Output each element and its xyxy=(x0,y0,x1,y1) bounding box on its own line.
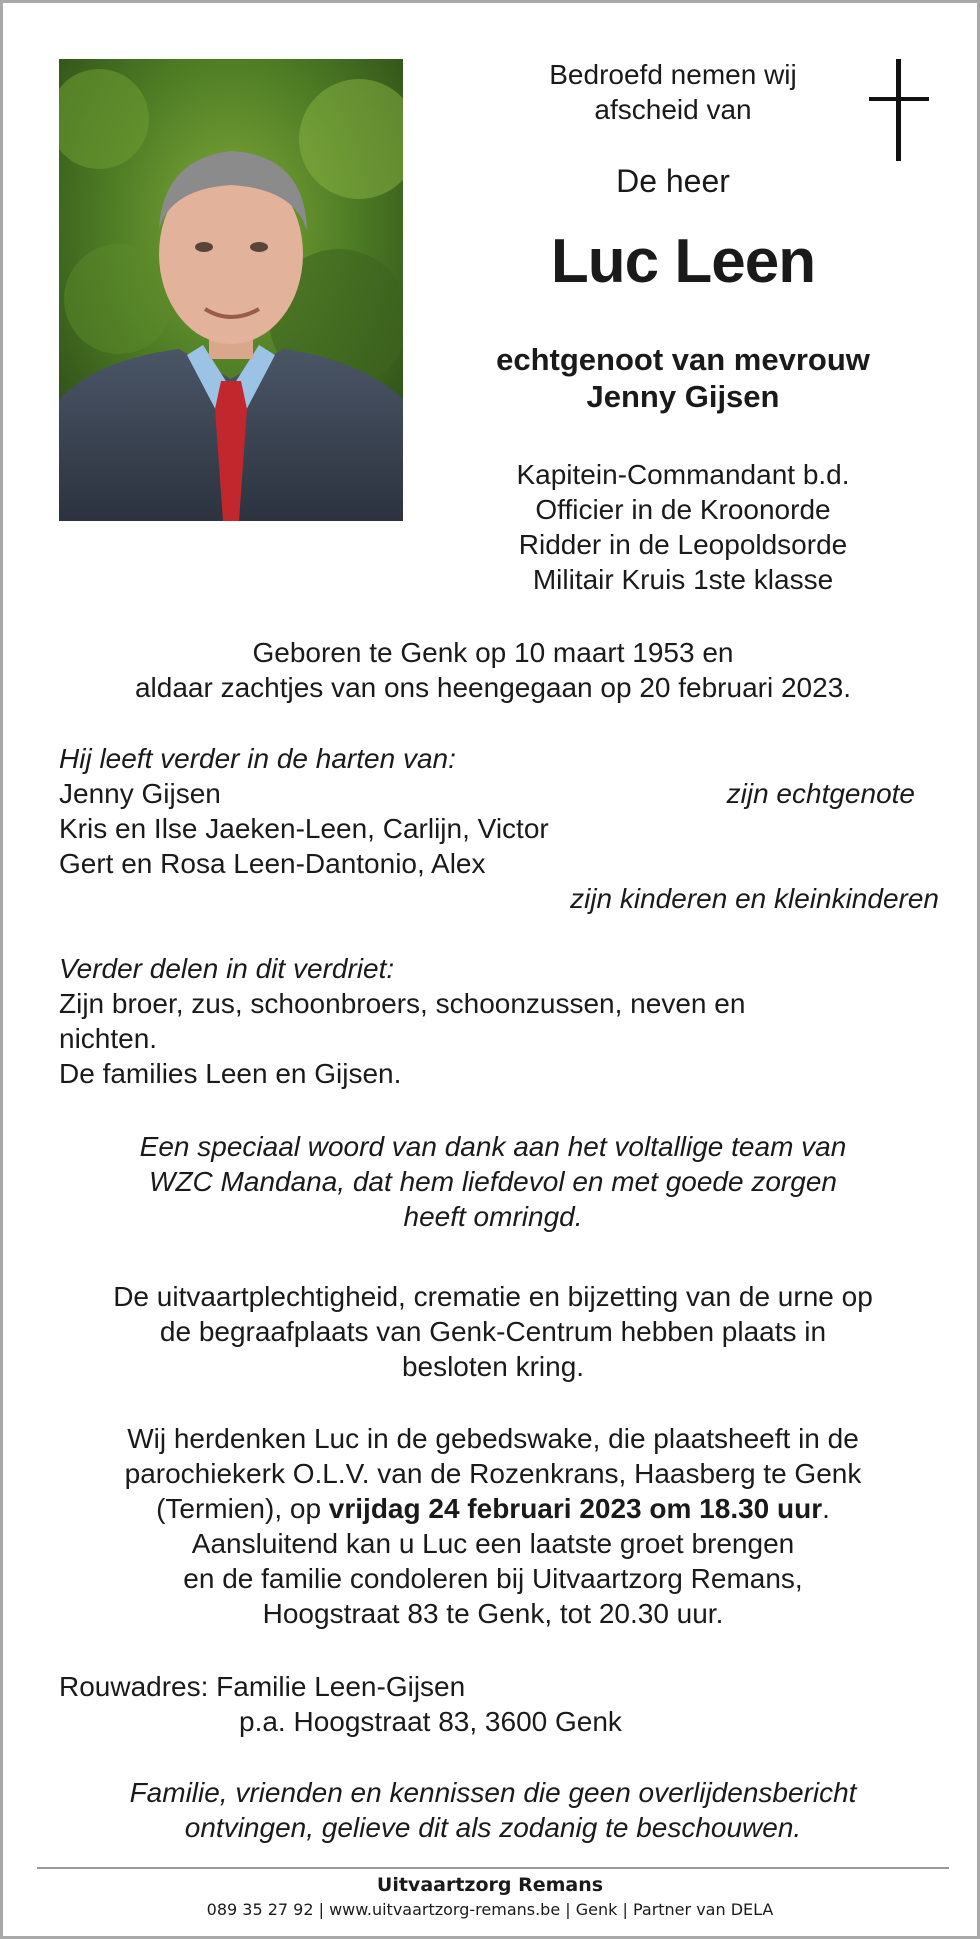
closing-text xyxy=(63,1775,923,1845)
wake-date-prefix: (Termien), op xyxy=(156,1493,329,1524)
survivors-heading: Hij leeft verder in de harten van: xyxy=(59,743,456,774)
children-role: zijn kinderen en kleinkinderen xyxy=(570,883,939,914)
rank-item: Ridder in de Leopoldsorde xyxy=(518,529,848,560)
thanks-text xyxy=(63,1129,923,1234)
spouse-line-1: echtgenoot van mevrouw xyxy=(496,342,870,377)
survivor-row xyxy=(59,776,939,811)
address-line-2: p.a. Hoogstraat 83, 3600 Genk xyxy=(239,1706,622,1737)
birth-death-text xyxy=(43,635,943,705)
death-line: aldaar zachtjes van ons heengegaan op 20 februari 2023. xyxy=(134,672,852,703)
spouse-line xyxy=(433,341,933,415)
grief-section xyxy=(59,951,939,1091)
grief-heading: Verder delen in dit verdriet: xyxy=(59,953,395,984)
portrait-photo xyxy=(59,59,403,521)
title-prefix: De heer xyxy=(616,163,730,199)
grief-line: De families Leen en Gijsen. xyxy=(59,1058,402,1089)
ceremony-line: de begraafplaats van Genk-Centrum hebben plaats in xyxy=(159,1316,827,1347)
ceremony-line: besloten kring. xyxy=(401,1351,585,1382)
intro-line: afscheid van xyxy=(594,94,752,125)
deceased-name: Luc Leen xyxy=(550,227,816,296)
birth-line: Geboren te Genk op 10 maart 1953 en xyxy=(252,637,734,668)
rank-item: Militair Kruis 1ste klasse xyxy=(532,564,834,595)
thanks-line: heeft omringd. xyxy=(403,1201,583,1232)
spouse-line-2: Jenny Gijsen xyxy=(586,379,780,414)
wake-text xyxy=(43,1421,943,1631)
grief-line: Zijn broer, zus, schoonbroers, schoonzussen, neven en xyxy=(59,988,746,1019)
funeral-home-contact: 089 35 27 92 | www.uitvaartzorg-remans.be | Genk | Partner van DELA xyxy=(206,1900,774,1919)
ranks-list xyxy=(443,457,923,597)
closing-line: ontvingen, gelieve dit als zodanig te beschouwen. xyxy=(184,1812,802,1843)
wake-line: Hoogstraat 83 te Genk, tot 20.30 uur. xyxy=(262,1598,724,1629)
rank-item: Officier in de Kroonorde xyxy=(535,494,831,525)
wake-line: parochiekerk O.L.V. van de Rozenkrans, Haasberg te Genk xyxy=(124,1458,862,1489)
survivors-section xyxy=(59,741,939,916)
wake-line: Aansluitend kan u Luc een laatste groet brengen xyxy=(191,1528,795,1559)
closing-line: Familie, vrienden en kennissen die geen overlijdensbericht xyxy=(129,1777,857,1808)
wake-line-date xyxy=(43,1491,943,1526)
grief-line: nichten. xyxy=(59,1023,158,1054)
rank-item: Kapitein-Commandant b.d. xyxy=(516,459,850,490)
thanks-line: WZC Mandana, dat hem liefdevol en met goede zorgen xyxy=(149,1166,837,1197)
mourning-address xyxy=(59,1669,759,1739)
thanks-line: Een speciaal woord van dank aan het voltallige team van xyxy=(139,1131,847,1162)
wake-date: vrijdag 24 februari 2023 om 18.30 uur xyxy=(328,1493,823,1524)
portrait-illustration xyxy=(59,59,403,521)
child-family: Gert en Rosa Leen-Dantonio, Alex xyxy=(59,848,486,879)
wake-line: Wij herdenken Luc in de gebedswake, die plaatsheeft in de xyxy=(127,1423,859,1454)
ceremony-text xyxy=(43,1279,943,1384)
funeral-home-name: Uitvaartzorg Remans xyxy=(376,1874,604,1896)
spouse-name: Jenny Gijsen xyxy=(59,778,221,809)
wake-date-suffix: . xyxy=(822,1493,830,1524)
intro-text xyxy=(493,57,853,127)
intro-line: Bedroefd nemen wij xyxy=(549,59,797,90)
cross-icon xyxy=(869,59,929,161)
wake-line: en de familie condoleren bij Uitvaartzorg Remans, xyxy=(183,1563,803,1594)
footer-divider xyxy=(37,1867,949,1869)
address-line-1: Rouwadres: Familie Leen-Gijsen xyxy=(59,1671,466,1702)
spouse-role: zijn echtgenote xyxy=(726,778,915,809)
ceremony-line: De uitvaartplechtigheid, crematie en bijzetting van de urne op xyxy=(113,1281,873,1312)
child-family: Kris en Ilse Jaeken-Leen, Carlijn, Victor xyxy=(59,813,549,844)
